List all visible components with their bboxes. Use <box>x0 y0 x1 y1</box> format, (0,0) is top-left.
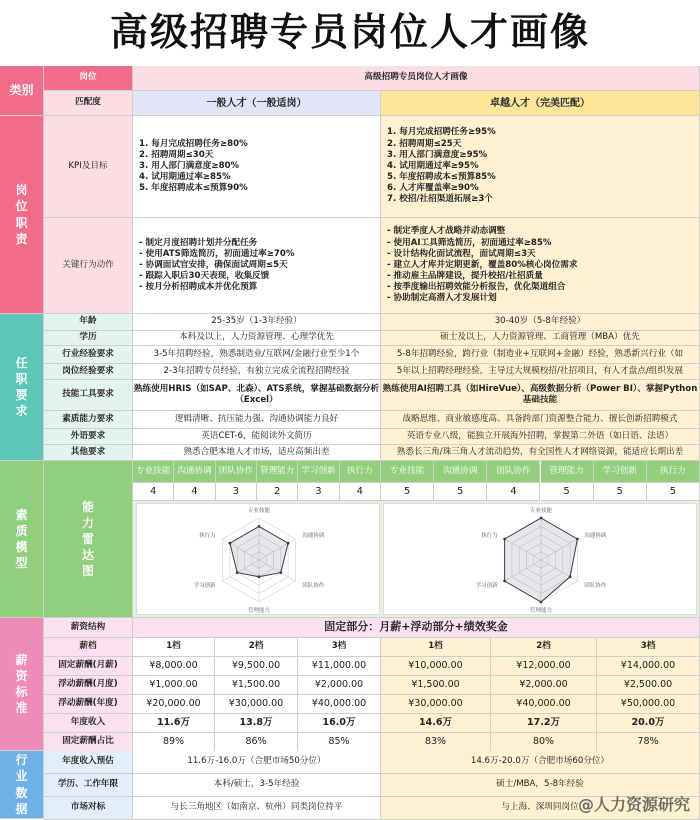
category-char: 准 <box>15 701 28 716</box>
list-line: - 按月分析招聘成本并优化预算 <box>139 282 258 293</box>
list-line: - 跟踪入职后30天表现，收集反馈 <box>139 271 270 282</box>
grade-cell: 3档 <box>597 638 700 657</box>
requirement-general: 熟练使用HRIS（如SAP、北森）、ATS系统，掌握基础数据分析（Excel） <box>133 380 381 411</box>
list-line: 3. 用人部门满意度≥95% <box>387 149 488 160</box>
match-label: 匹配度 <box>44 91 133 116</box>
score-general: 3 <box>298 483 339 501</box>
salary-value: 17.2万 <box>491 714 597 733</box>
requirement-general: 本科及以上，人力资源管理、心理学优先 <box>133 331 381 346</box>
score-excellent: 4 <box>487 483 540 501</box>
dim-header-excellent: 团队协作 <box>487 461 540 483</box>
requirement-label: 学历 <box>44 331 133 346</box>
score-general: 4 <box>174 483 215 501</box>
radar-point <box>569 575 572 578</box>
score-excellent: 5 <box>381 483 434 501</box>
category-char: 要 <box>15 388 28 402</box>
radar-point <box>503 538 506 541</box>
salary-value: ¥14,000.00 <box>597 657 700 676</box>
excellent-label: 卓越人才（完美匹配） <box>381 91 700 116</box>
category-char: 位 <box>15 199 28 214</box>
category-quality <box>0 461 44 618</box>
dim-header-general: 团队协作 <box>216 461 257 483</box>
requirement-general: 3-5年招聘经验，熟悉制造业/互联网/金融行业至少1个 <box>133 346 381 364</box>
position-label: 岗位 <box>44 66 133 91</box>
dim-header-excellent: 沟通协调 <box>434 461 487 483</box>
radar-axis-label: 执行力 <box>199 533 216 539</box>
salary-value: 13.8万 <box>215 714 298 733</box>
dim-header-general: 学习创新 <box>298 461 339 483</box>
general-label: 一般人才（一般适岗） <box>133 91 381 116</box>
requirement-label: 岗位经验要求 <box>44 364 133 380</box>
salary-value: ¥12,000.00 <box>491 657 597 676</box>
requirement-label: 行业经验要求 <box>44 346 133 364</box>
requirement-label: 技能工具要求 <box>44 380 133 411</box>
industry-label: 年度收入预估 <box>44 751 133 774</box>
dim-header-general: 专业技能 <box>133 461 174 483</box>
score-excellent: 5 <box>541 483 594 501</box>
score-general: 2 <box>257 483 298 501</box>
radar-point <box>540 517 543 520</box>
list-line: - 制定季度人才战略并动态调整 <box>387 226 506 237</box>
category-char: 达 <box>81 548 94 563</box>
requirement-general: 英语CET-6，能阅读外文简历 <box>133 429 381 445</box>
dim-header-general: 执行力 <box>340 461 381 483</box>
category-char: 业 <box>15 769 28 784</box>
category-char: 能 <box>81 499 94 514</box>
salary-value: 20.0万 <box>597 714 700 733</box>
grade-cell: 2档 <box>215 638 298 657</box>
requirement-general: 熟悉合肥本地人才市场，适应高频出差 <box>133 445 381 461</box>
list-line: - 设计结构化面试流程，面试周期≤3天 <box>387 248 536 259</box>
list-line: - 使用ATS筛选简历，初面通过率≥70% <box>139 248 295 259</box>
salary-value: 78% <box>597 733 700 752</box>
list-line: - 使用AI工具筛选简历，初面通过率≥85% <box>387 237 552 248</box>
radar-axis-label: 团队协作 <box>302 583 325 589</box>
salary-value: ¥2,000.00 <box>298 676 381 695</box>
list-line: - 制定月度招聘计划并分配任务 <box>139 237 258 248</box>
list-line: 4. 试用期通过率≥95% <box>387 160 479 171</box>
requirement-label: 外语要求 <box>44 429 133 445</box>
salary-value: ¥8,000.00 <box>133 657 215 676</box>
list-line: - 协助制定高潜人才发展计划 <box>387 293 497 304</box>
requirement-excellent: 英语专业八级，能独立开展海外招聘，掌握第二外语（如日语、法语） <box>381 429 700 445</box>
category-char: 资 <box>15 668 28 683</box>
salary-value: ¥30,000.00 <box>215 695 298 714</box>
radar-series <box>230 526 288 576</box>
salary-value: 85% <box>298 733 381 752</box>
score-general: 3 <box>216 483 257 501</box>
watermark: @人力资源研究 <box>577 795 690 814</box>
grade-cell: 3档 <box>298 638 381 657</box>
requirement-general: 逻辑清晰、抗压能力强、沟通协调能力良好 <box>133 411 381 429</box>
list-line: 2. 招聘周期≤30天 <box>139 149 214 160</box>
kpi-label: KPI及目标 <box>44 116 133 218</box>
salary-value: ¥1,000.00 <box>133 676 215 695</box>
list-line: 3. 用人部门满意度≥80% <box>139 160 240 171</box>
category-char: 职 <box>15 215 28 230</box>
salary-value: ¥40,000.00 <box>491 695 597 714</box>
industry-excellent: 与上海、深圳同岗位 <box>381 797 700 820</box>
requirement-general: 2-3年招聘专员经验，有独立完成全流程招聘经验 <box>133 364 381 380</box>
radar-point <box>576 538 579 541</box>
radar-axis-label: 专业技能 <box>529 508 553 514</box>
radar-point <box>540 601 543 604</box>
industry-general: 与长三角地区（如南京、杭州）同类岗位持平 <box>133 797 381 820</box>
category-char: 模 <box>15 540 28 554</box>
industry-label: 学历、工作年限 <box>44 774 133 797</box>
salary-value: ¥50,000.00 <box>597 695 700 714</box>
radar-subtitle <box>44 461 133 618</box>
salary-value: 83% <box>381 733 491 752</box>
salary-value: ¥11,000.00 <box>298 657 381 676</box>
radar-axis-label: 执行力 <box>481 533 498 539</box>
grade-cell: 2档 <box>491 638 597 657</box>
dim-header-general: 沟通协调 <box>174 461 215 483</box>
category-char: 质 <box>15 523 28 538</box>
salary-row-label: 年度收入 <box>44 714 133 733</box>
industry-excellent: 硕士/MBA，5-8年经验 <box>381 774 700 797</box>
radar-axis-label: 管理能力 <box>247 608 271 614</box>
radar-axis-label: 学习创新 <box>475 583 498 589</box>
salary-value: 14.6万 <box>381 714 491 733</box>
category-char: 标 <box>15 685 28 699</box>
radar-point <box>279 571 282 574</box>
salary-value: 80% <box>491 733 597 752</box>
salary-value: ¥2,000.00 <box>491 676 597 695</box>
salary-value: 89% <box>133 733 215 752</box>
radar-point <box>258 525 261 528</box>
salary-value: ¥1,500.00 <box>215 676 298 695</box>
requirement-excellent: 5年以上招聘经理经验，主导过大规模校招/社招项目，有人才盘点/组织发展 <box>381 364 700 380</box>
position-value: 高级招聘专员岗位人才画像 <box>133 66 700 91</box>
kpi-general <box>133 116 381 218</box>
category-char: 力 <box>81 515 94 530</box>
category-char: 岗 <box>15 183 28 198</box>
list-line: - 推动雇主品牌建设，提升校招/社招质量 <box>387 271 543 282</box>
category-char: 薪 <box>15 652 28 667</box>
list-line: 1. 每月完成招聘任务≥80% <box>139 138 248 149</box>
salary-value: ¥1,500.00 <box>381 676 491 695</box>
radar-series <box>505 518 578 602</box>
industry-general: 本科/硕士，3-5年经验 <box>133 774 381 797</box>
grade-cell: 1档 <box>381 638 491 657</box>
page-title: 高级招聘专员岗位人才画像 <box>109 10 590 54</box>
score-excellent: 5 <box>434 483 487 501</box>
radar-point <box>258 575 261 578</box>
category-char: 雷 <box>81 531 94 546</box>
score-general: 4 <box>133 483 174 501</box>
radar-axis-label: 学习创新 <box>193 583 216 589</box>
radar-axis-label: 专业技能 <box>247 508 271 514</box>
category-char: 据 <box>15 801 28 816</box>
dim-header-general: 管理能力 <box>257 461 298 483</box>
requirement-excellent: 30-40岁（5-8年经验） <box>381 314 700 331</box>
list-line: 5. 年度招聘成本≤预算85% <box>387 172 496 183</box>
requirement-label: 年龄 <box>44 314 133 331</box>
salary-value: ¥20,000.00 <box>133 695 215 714</box>
requirement-general: 25-35岁（1-3年经验） <box>133 314 381 331</box>
radar-point <box>287 542 290 545</box>
industry-excellent: 14.6万-20.0万（合肥市场60分位） <box>381 751 700 774</box>
radar-axis-label: 管理能力 <box>529 608 553 614</box>
list-line: 6. 人才库覆盖率≥90% <box>387 183 479 194</box>
salary-value: 11.6万 <box>133 714 215 733</box>
requirement-label: 素质能力要求 <box>44 411 133 429</box>
category-industry <box>0 751 44 819</box>
list-line: 7. 校招/社招渠道拓展≥3个 <box>387 194 493 205</box>
industry-general: 11.6万-16.0万（合肥市场50分位） <box>133 751 381 774</box>
requirement-label: 其他要求 <box>44 445 133 461</box>
action-excellent <box>381 218 700 314</box>
score-general: 4 <box>340 483 381 501</box>
list-line: 1. 每月完成招聘任务≥95% <box>387 127 496 138</box>
salary-row-label: 浮动薪酬(月度) <box>44 676 133 695</box>
kpi-excellent <box>381 116 700 218</box>
radar-axis-label: 沟通协调 <box>584 533 607 539</box>
requirement-excellent: 熟悉长三角/珠三角人才流动趋势，有全国性人才网络资源，能适应长期出差 <box>381 445 700 461</box>
salary-value: 16.0万 <box>298 714 381 733</box>
category-char: 素 <box>15 507 28 522</box>
category-duties <box>0 116 44 314</box>
salary-value: 86% <box>215 733 298 752</box>
category-salary <box>0 618 44 751</box>
radar-axis-label: 沟通协调 <box>302 533 325 539</box>
salary-value: ¥30,000.00 <box>381 695 491 714</box>
requirement-excellent: 熟练使用AI招聘工具（如HireVue）、高级数据分析（Power BI）、掌握Python基础技能 <box>381 380 700 411</box>
category-char: 求 <box>15 404 28 419</box>
salary-value: ¥9,500.00 <box>215 657 298 676</box>
category-requirements <box>0 314 44 461</box>
radar-point <box>229 542 232 545</box>
list-line: 5. 年度招聘成本≤预算90% <box>139 183 248 194</box>
dim-header-excellent: 执行力 <box>647 461 700 483</box>
radar-svg <box>137 504 379 614</box>
radar-chart-excellent <box>383 503 697 615</box>
salary-row-label: 固定薪酬(月薪) <box>44 657 133 676</box>
radar-axis-label: 团队协作 <box>584 583 607 589</box>
category-char: 职 <box>15 371 28 386</box>
list-line: 4. 试用期通过率≥85% <box>139 172 231 183</box>
salary-value: ¥40,000.00 <box>298 695 381 714</box>
action-label: 关键行为动作 <box>44 218 133 314</box>
grade-label: 薪档 <box>44 638 133 657</box>
salary-value: ¥2,500.00 <box>597 676 700 695</box>
salary-row-label: 浮动薪酬(年度) <box>44 695 133 714</box>
category-char: 行 <box>15 753 28 768</box>
radar-chart-general <box>136 503 380 615</box>
requirement-excellent: 硕士及以上，人力资源管理、工商管理（MBA）优先 <box>381 331 700 346</box>
action-general <box>133 218 381 314</box>
dim-header-excellent: 学习创新 <box>594 461 647 483</box>
score-excellent: 5 <box>594 483 647 501</box>
radar-point <box>236 571 239 574</box>
radar-svg <box>384 504 696 614</box>
category-header-cell: 类别 <box>0 66 44 116</box>
list-line: - 协调面试官安排，确保面试周期≤5天 <box>139 259 288 270</box>
salary-structure-value: 固定部分：月薪+浮动部分+绩效奖金 <box>133 618 700 638</box>
radar-point <box>503 580 506 583</box>
list-line: - 建立人才库并定期更新，覆盖80%核心岗位需求 <box>387 259 578 270</box>
requirement-excellent: 5-8年招聘经验，跨行业（制造业+互联网+金融）经验，熟悉新兴行业（如 <box>381 346 700 364</box>
salary-structure-label: 薪资结构 <box>44 618 133 638</box>
category-char: 责 <box>15 231 28 246</box>
industry-label: 市场对标 <box>44 797 133 820</box>
grade-cell: 1档 <box>133 638 215 657</box>
category-char: 数 <box>15 785 28 800</box>
list-line: 2. 招聘周期≤25天 <box>387 138 462 149</box>
category-char: 型 <box>15 556 28 571</box>
salary-value: ¥10,000.00 <box>381 657 491 676</box>
category-char: 图 <box>81 564 94 579</box>
category-char: 任 <box>15 355 28 370</box>
salary-row-label: 固定薪酬占比 <box>44 733 133 752</box>
dim-header-excellent: 管理能力 <box>541 461 594 483</box>
score-excellent: 5 <box>647 483 700 501</box>
list-line: - 按季度输出招聘效能分析报告，优化渠道组合 <box>387 282 566 293</box>
requirement-excellent: 战略思维、商业敏感度高、具备跨部门资源整合能力、擅长创新招聘模式 <box>381 411 700 429</box>
dim-header-excellent: 专业技能 <box>381 461 434 483</box>
